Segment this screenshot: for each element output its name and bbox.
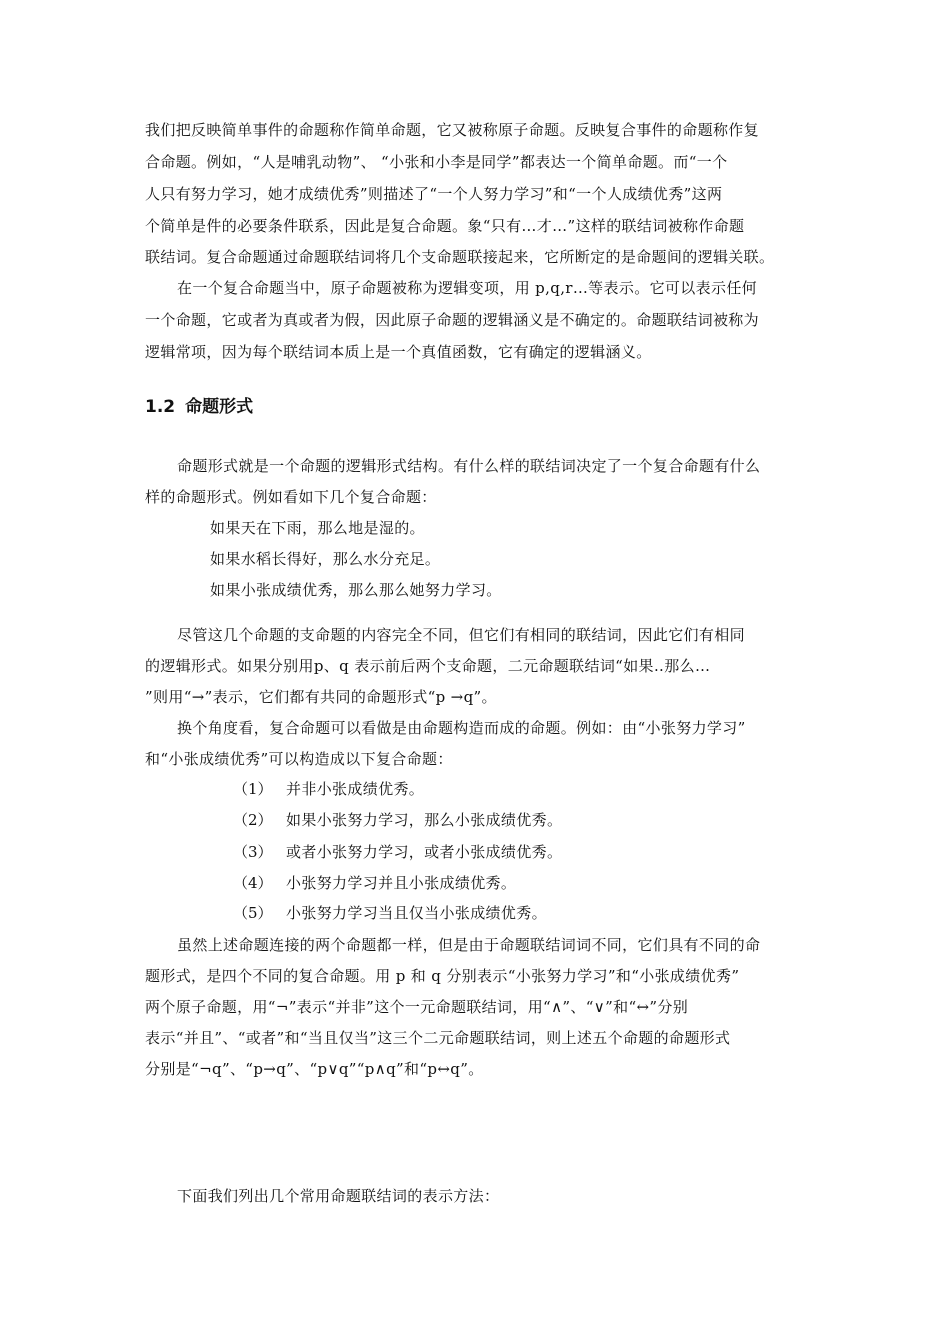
text-line: 虽然上述命题连接的两个命题都一样，但是由于命题联结词词不同，它们具有不同的命 xyxy=(177,936,761,954)
text-line: 我们把反映简单事件的命题称作简单命题，它又被称原子命题。反映复合事件的命题称作复 xyxy=(145,121,760,139)
example-item: 如果水稻长得好，那么水分充足。 xyxy=(210,550,441,568)
item-number: （4） xyxy=(233,874,273,892)
item-number: （3） xyxy=(233,843,273,861)
text-line: 表示“并且”、“或者”和“当且仅当”这三个二元命题联结词，则上述五个命题的命题形式 xyxy=(145,1029,731,1047)
item-text: 小张努力学习当且仅当小张成绩优秀。 xyxy=(286,904,547,922)
text-line: 分别是“¬q”、“p→q”、“p∨q”“p∧q”和“p↔q”。 xyxy=(145,1060,484,1078)
text-line: 两个原子命题，用“¬”表示“并非”这个一元命题联结词，用“∧”、“∨”和“↔”分别 xyxy=(145,998,689,1016)
text-line: 命题形式就是一个命题的逻辑形式结构。有什么样的联结词决定了一个复合命题有什么 xyxy=(177,457,761,475)
text-line: 样的命题形式。例如看如下几个复合命题： xyxy=(145,488,437,506)
item-number: （2） xyxy=(233,811,273,829)
item-text: 或者小张努力学习，或者小张成绩优秀。 xyxy=(286,843,563,861)
text-line: 的逻辑形式。如果分别用p、q 表示前后两个支命题，二元命题联结词“如果‥那么… xyxy=(145,657,711,675)
section-heading xyxy=(145,396,253,418)
text-line: 一个命题，它或者为真或者为假，因此原子命题的逻辑涵义是不确定的。命题联结词被称为 xyxy=(145,311,760,329)
text-line: 和“小张成绩优秀”可以构造成以下复合命题： xyxy=(145,750,453,768)
text-line: 题形式，是四个不同的复合命题。用 p 和 q 分别表示“小张努力学习”和“小张成绩优秀” xyxy=(145,967,740,985)
text-line: 尽管这几个命题的支命题的内容完全不同，但它们有相同的联结词，因此它们有相同 xyxy=(177,626,745,644)
example-item: 如果天在下雨，那么地是湿的。 xyxy=(210,519,425,537)
text-line: 合命题。例如，“人是哺乳动物”、 “小张和小李是同学”都表达一个简单命题。而“一个 xyxy=(145,153,728,171)
item-text: 并非小张成绩优秀。 xyxy=(286,780,425,798)
text-line: 联结词。复合命题通过命题联结词将几个支命题联接起来，它所断定的是命题间的逻辑关联。 xyxy=(145,248,775,266)
paragraph-connective-notation: 下面我们列出几个常用命题联结词的表示方法： xyxy=(177,1187,500,1205)
section-title: 命题形式 xyxy=(185,397,254,417)
text-line: 换个角度看，复合命题可以看做是由命题构造而成的命题。例如：由“小张努力学习” xyxy=(177,719,746,737)
item-text: 小张努力学习并且小张成绩优秀。 xyxy=(286,874,517,892)
item-number: （1） xyxy=(233,780,273,798)
example-item: 如果小张成绩优秀，那么那么她努力学习。 xyxy=(210,581,502,599)
section-number: 1.2 xyxy=(145,397,176,417)
text-line: ”则用“→”表示，它们都有共同的命题形式“p →q”。 xyxy=(145,688,497,706)
text-line: 在一个复合命题当中，原子命题被称为逻辑变项，用 p,q,r…等表示。它可以表示任何 xyxy=(177,279,758,297)
text-line: 逻辑常项，因为每个联结词本质上是一个真值函数，它有确定的逻辑涵义。 xyxy=(145,343,652,361)
text-line: 人只有努力学习，她才成绩优秀”则描述了“一个人努力学习”和“一个人成绩优秀”这两 xyxy=(145,185,723,203)
text-line: 个简单是件的必要条件联系，因此是复合命题。象“只有…才…”这样的联结词被称作命题 xyxy=(145,217,745,235)
item-number: （5） xyxy=(233,904,273,922)
item-text: 如果小张努力学习，那么小张成绩优秀。 xyxy=(286,811,563,829)
